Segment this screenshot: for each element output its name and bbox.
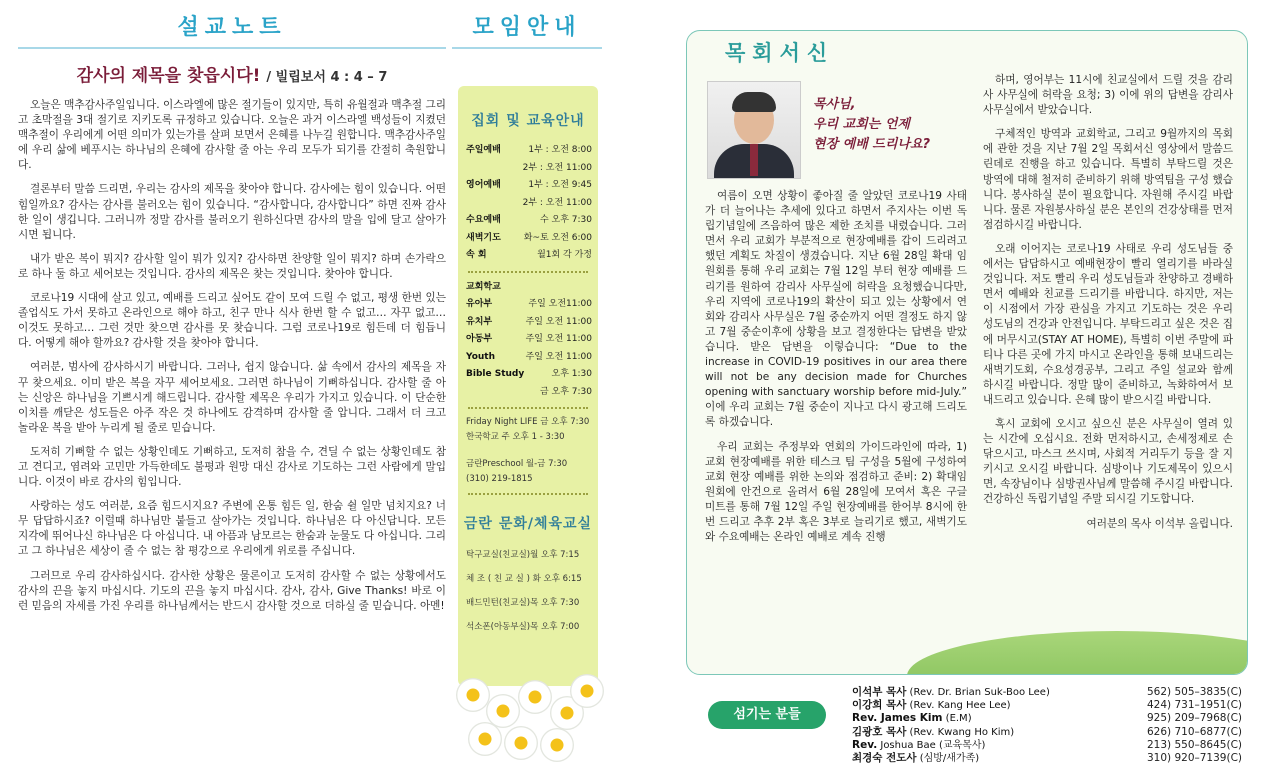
server-name-text: 최경숙 전도사 <box>852 752 917 765</box>
culture-item: 배드민턴(친교실)목 오후 7:30 <box>466 598 580 608</box>
server-name <box>852 712 972 725</box>
letter-right-column <box>983 73 1233 532</box>
schedule-row <box>466 230 592 248</box>
server-name <box>852 699 1011 712</box>
culture-item: 석소폰(아동부실)목 오후 7:00 <box>466 622 580 632</box>
dotted-divider <box>468 271 588 273</box>
schedule-value: 수 오후 7:30 <box>539 215 592 225</box>
schedule-value: 2부 : 오전 11:00 <box>522 197 592 208</box>
sermon-body <box>18 98 446 614</box>
schedule-label: Youth <box>466 351 495 362</box>
server-detail: (Rev. Kwang Ho Kim) <box>906 726 1015 738</box>
letter-section-title: 목회서신 <box>717 37 842 67</box>
server-name-text: 김광호 목사 <box>852 725 907 738</box>
schedule-row <box>466 212 592 230</box>
server-phone: 626) 710–6877(C) <box>1146 725 1242 738</box>
letter-paragraph: 혹시 교회에 오시고 싶으신 분은 사무실이 열려 있는 시간에 오십시요. 전화 먼저하시고, 손세정제로 손 닦으시고, 마스크 쓰시며, 사회적 거리두기 등을 잘 지키시고 오시길 바랍니다. 심방이나 기도제목이 있으시면, 속장님이나 심방권사님께 말씀해 주시길 바랍니다. 건강하신 독립기념일 주말 되시길 기도합니다. <box>983 417 1233 506</box>
schedule-value: 1부 : 오전 8:00 <box>528 145 592 155</box>
guide-column <box>452 10 602 775</box>
pastor-portrait <box>707 81 801 179</box>
server-name <box>852 752 979 765</box>
server-phone: 424) 731–1951(C) <box>1146 699 1242 712</box>
sermon-paragraph: 코로나19 시대에 살고 있고, 예배를 드리고 싶어도 같이 모여 드릴 수 없고, 평생 한번 있는 졸업식도 가서 못하고 온라인으로 해야 하고, 친구 만나 식사 한번 할 수 없고… 자꾸 없고… 이것도 못하고… 그런 것만 찾으면 감사를 못 찾습니다. 그럼 코로나19로 힘든데 더 힘듭니다. 어떻게 해야 할까요? 감사할 것을 찾아야 합니다. <box>18 292 446 350</box>
server-detail: (E.M) <box>942 713 972 725</box>
sermon-title: 감사의 제목을 찾읍시다! <box>76 66 261 86</box>
schedule-label: 유아부 <box>466 299 493 309</box>
school-heading <box>466 279 592 297</box>
schedule-value: 2부 : 오전 11:00 <box>522 162 592 173</box>
schedule-value: 주일 오전11:00 <box>528 299 592 309</box>
schedule-row <box>466 314 592 332</box>
culture-heading: 금란 문화/체육교실 <box>463 516 593 532</box>
daisy-icon <box>570 674 604 708</box>
sermon-column <box>18 10 446 775</box>
daisy-icon <box>468 722 502 756</box>
sermon-paragraph: 결론부터 말씀 드리면, 우리는 감사의 제목을 찾아야 합니다. 감사에는 힘이 있습니다. 어떤 힘일까요? 감사는 감사를 불러오는 힘이 있습니다. “감사합니다, 감사합니다” 하면 진짜 감사한 일이 생깁니다. 그러니까 정말 감사를 불러오기 원하신다면 감사의 말을 입에 달고 살아가시면 됩니다. <box>18 183 446 241</box>
schedule-label: Bible Study <box>466 369 525 379</box>
server-name <box>852 726 1014 739</box>
extra-line: Friday Night LIFE 금 오후 7:30 <box>466 417 590 427</box>
letter-paragraph: 구체적인 방역과 교회학교, 그리고 9월까지의 목회에 관한 것을 지난 7월 2일 목회서신 영상에서 말씀드린데로 진행을 하고 있습니다. 특별히 부탁드릴 것은 방역에 대해 철저히 준비하기 위해 방역팀을 구성 했습니다. 봉사하실 분이 필요합니다. 자원해 주시길 바랍니다. 물론 자원봉사하실 분은 본인의 건강상태를 먼저 점검하시길 바랍니다. <box>983 128 1233 231</box>
extra-line <box>466 445 590 457</box>
sermon-paragraph: 그러므로 우리 감사하십시다. 감사한 상황은 물론이고 도저히 감사할 수 없는 상황에서도 감사의 끈을 놓지 마십시다. 기도의 끈을 놓지 마십시다. 감사, 감사, Give Thanks! 바로 이런 믿음의 자세를 가진 우리를 하나님께서는 반드시 감사할 것으로 더하실 줄 믿습니다. 아멘! <box>18 569 446 612</box>
schedule-label: 아동부 <box>466 334 493 344</box>
daisy-icon <box>518 680 552 714</box>
sermon-heading <box>18 61 446 86</box>
schedule-label: 유치부 <box>466 316 493 327</box>
sermon-paragraph: 여러분, 범사에 감사하시기 바랍니다. 그러나, 쉽지 않습니다. 삶 속에서 감사의 제목을 자꾸 찾으세요. 이미 받은 복을 자꾸 세어보세요. 그러면 하나님이 기뻐하십니다. 감사할 줄 아는 신앙은 하나님을 기쁘시게 해드립니다. 감사할 제목은 우리가 가지고 있습니다. 이 단순한 이치를 깨닫은 성도들은 아주 작은 것 하나에도 감격하며 감사할 줄 압니다. 그래서 더 크고 놀라운 복을 받아 누리게 될 줄로 믿습니다. <box>18 361 446 434</box>
letter-paragraph: 우리 교회는 주정부와 연회의 가이드라인에 따라, 1) 교회 현장예배를 위한 테스크 팀 구성을 5월에 구성하여 교회 현장 예배를 위한 논의와 점검하고 준비: 2) 확대임원회에 안건으로 올려서 6월 28일에 모여서 혹은 구글 미트를 통해 7월 12일 주일 현장예배를 한어부 8시에 한번 드리고 추후 2부 혹은 3부로 늘리기로 했고, 새벽기도와 수요예배는 온라인 예배로 계속 진행 <box>705 440 967 544</box>
sermon-paragraph: 도저히 기뻐할 수 없는 상황인데도 기뻐하고, 도저히 참을 수, 견딜 수 없는 상황인데도 참고 견디고, 염려와 고민만 가득한데도 불평과 원망 대신 감사로 기도하는 그런 사람에게 말입니다. 이것이 바로 감사의 힘입니다. <box>18 445 446 489</box>
server-detail: (Rev. Dr. Brian Suk-Boo Lee) <box>906 687 1050 698</box>
schedule-label <box>466 384 512 402</box>
culture-list <box>466 543 590 639</box>
culture-item: 탁구교실(친교실)월 오후 7:15 <box>466 550 580 560</box>
letter-left-column <box>705 189 967 554</box>
schedule-row <box>466 247 592 265</box>
server-detail: (심방/새가족) <box>916 753 980 765</box>
schedule-label: 수요예배 <box>466 215 501 225</box>
schedule-label <box>466 160 512 178</box>
daisy-icon <box>540 728 574 762</box>
server-phone: 562) 505–3835(C) <box>1146 686 1242 698</box>
schedule-row <box>466 296 592 314</box>
server-name-text: 이강희 목사 <box>852 699 907 712</box>
server-row <box>852 752 1242 765</box>
server-name-text: Rev. <box>852 738 878 751</box>
server-detail: Joshua Bae (교육목사) <box>877 739 986 751</box>
school-label: 교회학교 <box>466 281 501 292</box>
schedule-row <box>466 142 592 160</box>
question-line: 목사님, <box>813 97 856 112</box>
culture-item: 체 조 ( 친 교 실 ) 화 오후 6:15 <box>466 574 582 584</box>
extra-line: 금란Preschool 월-금 7:30 <box>466 459 568 469</box>
schedule-value: 월1회 각 가정 <box>537 250 592 260</box>
dotted-divider <box>468 407 588 409</box>
sermon-paragraph: 내가 받은 복이 뭐지? 감사할 일이 뭐가 있지? 감사하면 찬양할 일이 뭐지? 하며 손가락으로 하나 둘 하고 세어보는 것입니다. 감사의 제목은 찾는 것입니다. 찾아야 합니다. <box>18 252 446 280</box>
schedule-label: 속 회 <box>466 250 487 260</box>
server-detail: (Rev. Kang Hee Lee) <box>906 700 1011 712</box>
letter-signature: 여러분의 목사 이석부 올립니다. <box>1086 517 1233 530</box>
question-line: 현장 예배 드리나요? <box>813 137 931 152</box>
schedule-value: 오후 1:30 <box>551 369 592 379</box>
schedule-label: 주일예배 <box>466 145 501 155</box>
sermon-section-title: 설교노트 <box>177 15 287 40</box>
schedule-value: 주일 오전 11:00 <box>525 351 592 362</box>
server-row <box>852 726 1242 739</box>
grass-hill-decoration <box>907 631 1248 675</box>
schedule-row <box>466 160 592 178</box>
schedule-label: 새벽기도 <box>466 232 501 243</box>
portrait-tie <box>750 144 758 176</box>
daisy-icon <box>504 726 538 760</box>
title-underline <box>18 47 446 49</box>
server-phone: 213) 550–8645(C) <box>1146 738 1242 751</box>
extra-line: (310) 219-1815 <box>466 474 533 484</box>
extra-info <box>466 415 590 487</box>
school-schedule <box>466 279 592 402</box>
guide-section-title: 모임안내 <box>472 15 582 40</box>
schedule-value: 금 오후 7:30 <box>539 386 592 397</box>
servers-badge: 섬기는 분들 <box>708 701 826 729</box>
server-name-text: 이석부 목사 <box>852 686 907 698</box>
daisy-icon <box>456 678 490 712</box>
guide-box <box>458 86 598 686</box>
schedule-value: 주일 오전 11:00 <box>525 334 592 344</box>
servers-list <box>852 686 1242 765</box>
schedule-value: 화~토 오전 6:00 <box>523 232 592 243</box>
server-name <box>852 686 1050 699</box>
schedule-row <box>466 195 592 213</box>
server-row <box>852 686 1242 699</box>
schedule-label: 영어예배 <box>466 180 501 190</box>
extra-line: 한국학교 주 오후 1 - 3:30 <box>466 432 565 442</box>
sermon-paragraph: 오늘은 맥추감사주일입니다. 이스라엘에 많은 절기들이 있지만, 특히 유월절과 맥추절 그리고 초막절을 3대 절기로 지키도록 규정하고 있습니다. 오늘은 과거 이스라엘 백성들이 지켰던 맥추절이 우리에게 어떤 의미가 있는가를 살펴 보면서 은혜를 나누길 원합니다. 맥추감사주일에 우리 삶에 베푸시는 하나님의 은혜에 감사할 줄 아는 우리 모두가 되기를 간절히 축원합니다. <box>18 99 446 172</box>
worship-schedule <box>466 142 592 265</box>
server-phone: 310) 920–7139(C) <box>1146 752 1242 765</box>
server-row <box>852 739 1242 752</box>
schedule-row <box>466 331 592 349</box>
schedule-label <box>466 195 512 213</box>
letter-paragraph: 하며, 영어부는 11시에 친교실에서 드릴 것을 감리사 사무실에 허락을 요청; 3) 이에 위의 답변을 감리사 사무실에서 받았습니다. <box>983 74 1233 117</box>
schedule-row <box>466 349 592 367</box>
server-name <box>852 739 985 752</box>
sermon-reference: / 빌립보서 4 : 4 – 7 <box>266 70 388 85</box>
letter-paragraph: 오래 이어지는 코로나19 사태로 우리 성도님들 중에서는 답답하시고 예배현장이 빨리 열리기를 바라실 것입니다. 저도 빨리 우리 성도님들과 찬양하고 경배하면서 예배와 친교를 드리기를 바랍니다. 하지만, 저는 이 시점에서 가장 관심을 가지고 기도하는 것은 우리 성도님의 건강과 안전입니다. 부탁드리고 싶은 것은 집에 머무시고(STAY AT HOME), 특별히 이번 주말에 파티나 다른 곳에 가지 마시고 온라인을 통해 보내드리는 새벽기도회, 수요성경공부, 그리고 주일 설교와 함께 하시길 바랍니다. 정말 많이 준비하고, 녹화하여서 보내드리고 있습니다. 은혜 많이 받으시길 바랍니다. <box>983 242 1233 406</box>
portrait-hair <box>732 92 776 112</box>
sermon-paragraph: 사랑하는 성도 여러분, 요즘 힘드시지요? 주변에 온통 힘든 일, 한숨 쉴 일만 넘치지요? 너무 답답하시죠? 이럴때 하나님만 붙들고 살아가는 것입니다. 하나님은 다 아신답니다. 모든 지각에 뛰어나신 하나님은 다 아십니다. 내 아픔과 남모르는 한숨과 눈물도 다 아십니다. 그리고 그 하나님은 세상이 줄 수 없는 참 평강으로 우리에게 위로를 주십니다. <box>18 500 446 558</box>
letter-paragraph: 여름이 오면 상황이 좋아질 줄 알았던 코로나19 사태가 더 늘어나는 추세에 있다고 하면서 주지사는 이번 독립기념일에 즈음하여 많은 제한 조치를 내렸습니다. 그러면서 우리 교회가 부분적으로 현장예배를 갑이 드리려고 했던 계획도 차질이 생겼습니다. 지난 6월 28일 확대 임원회를 통해 우리 교회는 7월 12일 부터 현장 예배를 드리기를 원하여 감리사 사무실에 허락을 요청했습니다만, 우리 지역에 코로나19의 확산이 되고 있는 상황에서 연회와 감리사 사무실은 7월 중순까지 어떤 결정도 하지 않고 7월 중순이후에 상황을 보고 결정한다는 답변을 받았습니다. 받은 답변을 이렇습니다: “Due to the increase in COVID-19 positives in our area there will not be any decision made for Churches opening with sanctuary worship before mid-July.” 이에 우리 교회는 7월 중순이 지나고 다시 광고해 드리도록 하겠습니다. <box>705 190 967 429</box>
server-name-text: Rev. James Kim <box>852 712 943 725</box>
server-phone: 925) 209–7968(C) <box>1146 712 1242 725</box>
letter-panel <box>686 30 1248 675</box>
schedule-row <box>466 366 592 384</box>
letter-question <box>813 95 930 155</box>
schedule-value: 1부 : 오전 9:45 <box>528 180 592 190</box>
dotted-divider <box>468 493 588 495</box>
title-underline <box>452 47 602 49</box>
schedule-row <box>466 384 592 402</box>
server-row <box>852 712 1242 725</box>
guide-heading: 집회 및 교육안내 <box>471 113 585 129</box>
server-row <box>852 699 1242 712</box>
schedule-value: 주일 오전 11:00 <box>525 316 592 327</box>
schedule-row <box>466 177 592 195</box>
question-line: 우리 교회는 언제 <box>813 117 910 132</box>
